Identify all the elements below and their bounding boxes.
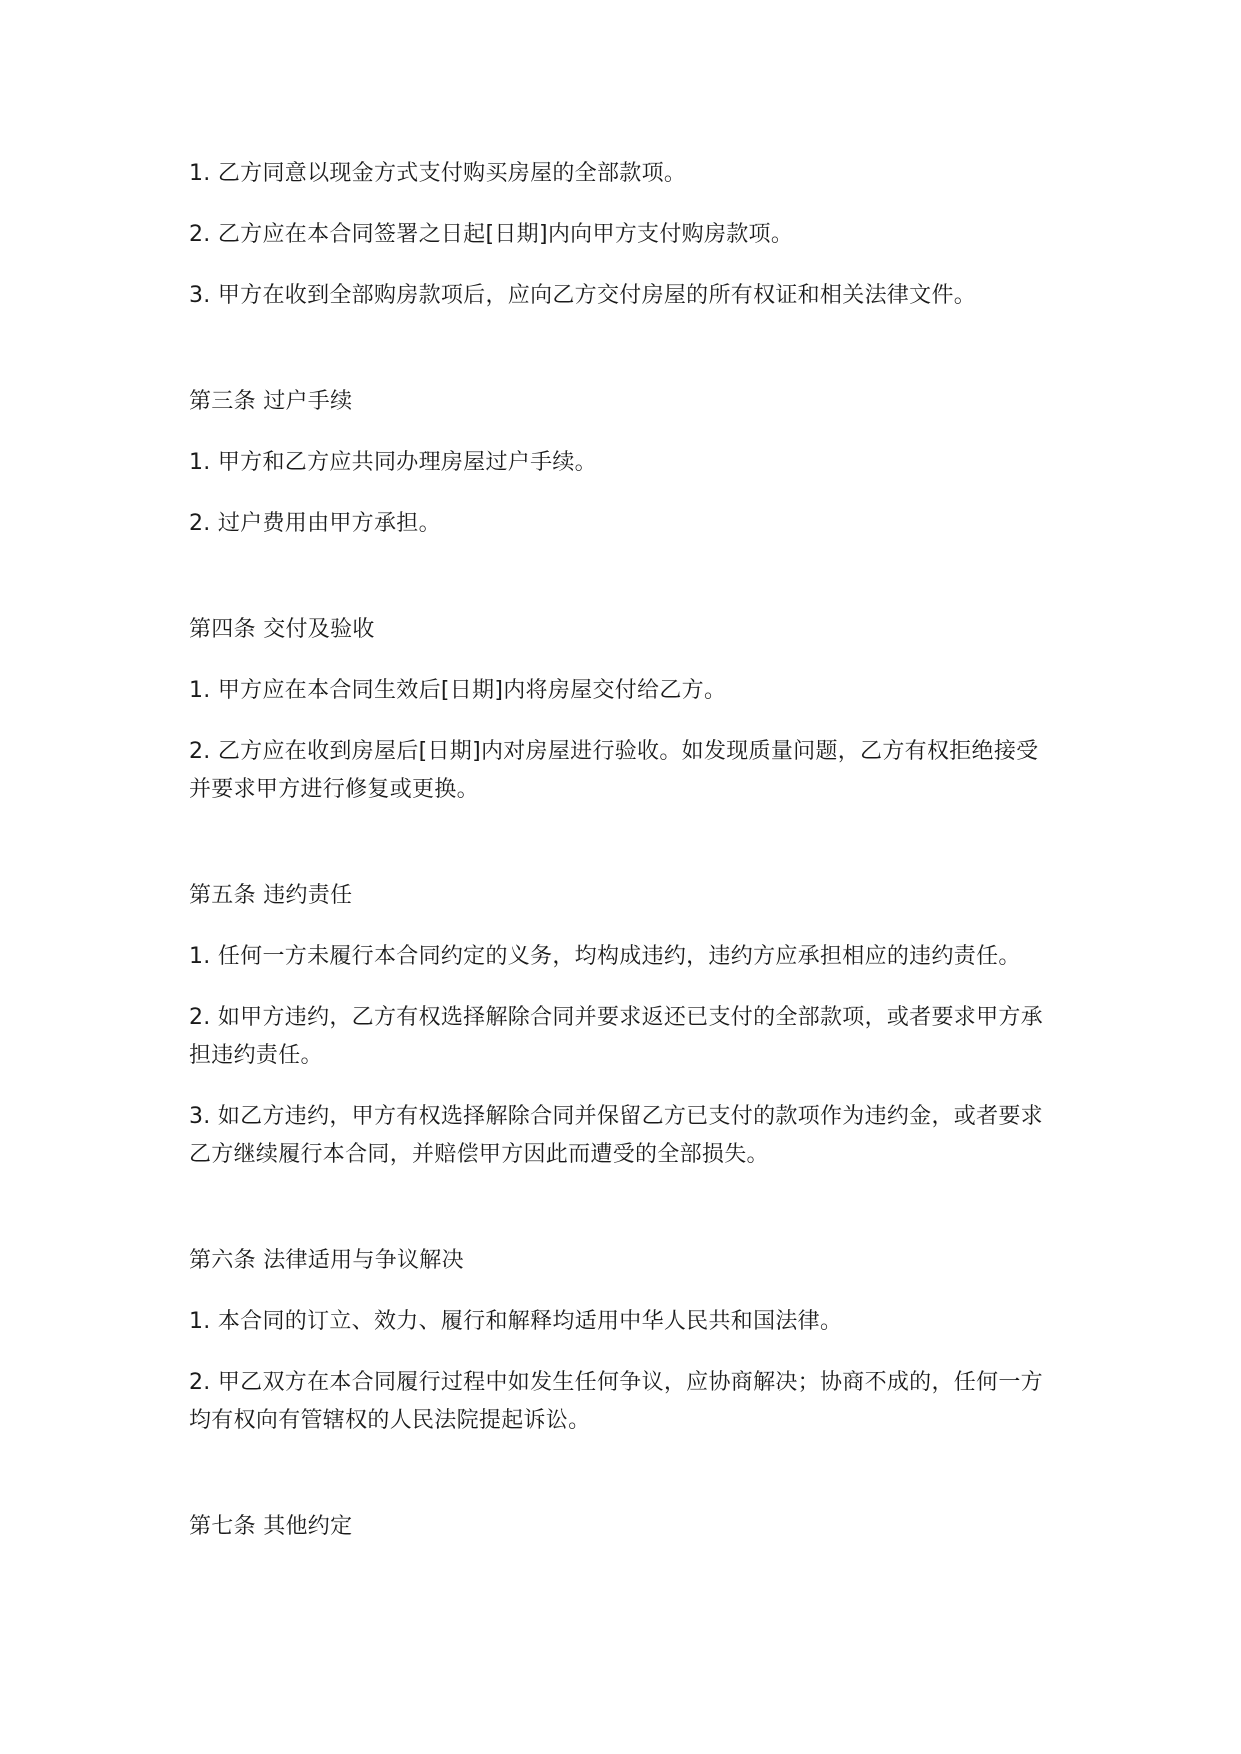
section-other [189,1508,1059,1546]
clause-paragraph: 2. 甲乙双方在本合同履行过程中如发生任何争议，应协商解决；协商不成的，任何一方均有权向有管辖权的人民法院提起诉讼。 [189,1370,1043,1433]
clause-paragraph: 3. 如乙方违约，甲方有权选择解除合同并保留乙方已支付的款项作为违约金，或者要求乙方继续履行本合同，并赔偿甲方因此而遭受的全部损失。 [189,1104,1043,1167]
section-heading: 第五条 违约责任 [189,883,353,908]
clause-paragraph: 2. 乙方应在本合同签署之日起[日期]内向甲方支付购房款项。 [189,222,794,247]
section-transfer [189,383,1059,543]
section-spacer [189,1197,1059,1242]
clause-paragraph: 3. 甲方在收到全部购房款项后，应向乙方交付房屋的所有权证和相关法律文件。 [189,283,977,308]
clause-paragraph: 1. 本合同的订立、效力、履行和解释均适用中华人民共和国法律。 [189,1309,843,1334]
clause-paragraph: 2. 如甲方违约，乙方有权选择解除合同并要求返还已支付的全部款项，或者要求甲方承担违约责任。 [189,1005,1043,1068]
section-spacer [189,832,1059,877]
section-heading: 第六条 法律适用与争议解决 [189,1248,464,1273]
section-liability [189,877,1059,1174]
document-body [189,155,1059,1569]
clause-paragraph: 2. 乙方应在收到房屋后[日期]内对房屋进行验收。如发现质量问题，乙方有权拒绝接受并要求甲方进行修复或更换。 [189,739,1039,802]
section-heading: 第七条 其他约定 [189,1514,353,1539]
intro-clauses [189,155,1059,315]
section-delivery [189,611,1059,809]
clause-paragraph: 1. 乙方同意以现金方式支付购买房屋的全部款项。 [189,161,687,186]
clause-paragraph: 1. 任何一方未履行本合同约定的义务，均构成违约，违约方应承担相应的违约责任。 [189,944,1021,969]
section-spacer [189,338,1059,383]
section-law [189,1242,1059,1440]
section-heading: 第四条 交付及验收 [189,617,375,642]
section-heading: 第三条 过户手续 [189,389,353,414]
clause-paragraph: 1. 甲方和乙方应共同办理房屋过户手续。 [189,450,597,475]
clause-paragraph: 2. 过户费用由甲方承担。 [189,511,441,536]
section-spacer [189,1463,1059,1508]
section-spacer [189,566,1059,611]
clause-paragraph: 1. 甲方应在本合同生效后[日期]内将房屋交付给乙方。 [189,678,727,703]
